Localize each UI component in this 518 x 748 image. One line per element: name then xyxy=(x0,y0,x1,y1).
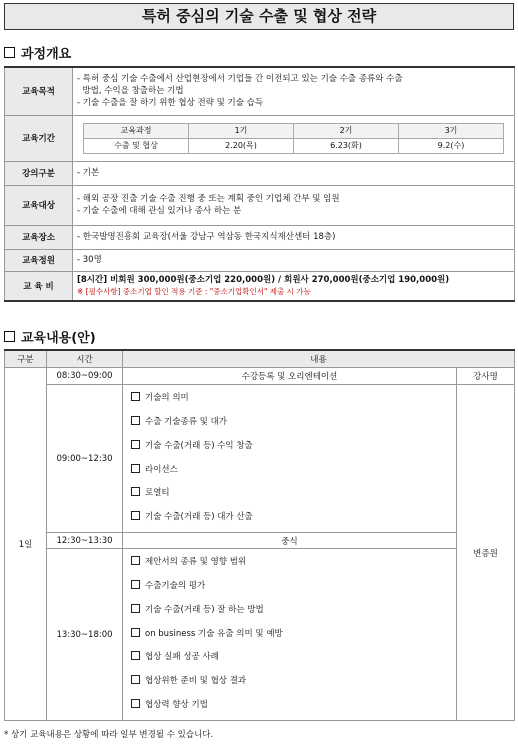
period-date-1: 2.20(목) xyxy=(189,138,294,153)
fee-note: ※ [필수사항] 중소기업 할인 적용 기준 : "중소기업확인서" 제출 시 가능 xyxy=(77,286,311,296)
square-icon xyxy=(4,331,15,342)
type-value: - 기본 xyxy=(73,161,515,185)
content-slot-4 xyxy=(123,549,457,721)
square-icon xyxy=(4,47,15,58)
checkbox-icon xyxy=(131,651,140,660)
list-item: 기술의 의미 xyxy=(127,387,452,411)
list-item: 기술 수출(거래 등) 수익 창출 xyxy=(127,435,452,459)
period-header-1: 1기 xyxy=(189,123,294,138)
period-header-3: 3기 xyxy=(399,123,504,138)
page-title: 특허 중심의 기술 수출 및 협상 전략 xyxy=(4,3,514,30)
period-cell xyxy=(73,115,515,161)
list-item: 제안서의 종류 및 영향 범위 xyxy=(127,551,452,575)
checkbox-icon xyxy=(131,556,140,565)
overview-heading: 과정개요 xyxy=(4,43,71,62)
place-value: - 한국발명진흥회 교육장(서울 강남구 역삼동 한국지식재산센터 18층) xyxy=(73,225,515,249)
checkbox-icon xyxy=(131,392,140,401)
label-target: 교육대상 xyxy=(5,185,73,225)
header-content: 내용 xyxy=(123,350,515,368)
label-place: 교육장소 xyxy=(5,225,73,249)
list-item: 협상위한 준비 및 협상 결과 xyxy=(127,670,452,694)
label-purpose: 교육목적 xyxy=(5,67,73,115)
label-type: 강의구분 xyxy=(5,161,73,185)
checkbox-icon xyxy=(131,699,140,708)
checkbox-icon xyxy=(131,580,140,589)
header-division: 구분 xyxy=(5,350,47,368)
checkbox-icon xyxy=(131,511,140,520)
header-time: 시간 xyxy=(47,350,123,368)
label-capacity: 교육정원 xyxy=(5,249,73,271)
fee-value: [8시간] 비회원 300,000원(중소기업 220,000원) / 회원사 270,000원(중소기업 190,000원) ※ [필수사항] 중소기업 할인 적용 기준 : "중소기업확인서" 제출 시 가능 xyxy=(73,271,515,301)
list-item: 라이선스 xyxy=(127,459,452,483)
instructor-name: 변증원 xyxy=(457,385,515,721)
content-slot-3: 중식 xyxy=(123,533,457,549)
time-slot-3: 12:30~13:30 xyxy=(47,533,123,549)
day-cell: 1일 xyxy=(5,368,47,721)
list-item: 기술 수출(거래 등) 대가 산출 xyxy=(127,506,452,530)
list-item: on business 기술 유출 의미 및 예방 xyxy=(127,623,452,647)
list-item: 수출기술의 평가 xyxy=(127,575,452,599)
target-value: - 해외 공장 진출 기술 수출 진행 중 또는 계획 중인 기업체 간부 및 임원 - 기술 수출에 대해 관심 있거나 종사 하는 분 xyxy=(73,185,515,225)
list-item: 로열티 xyxy=(127,482,452,506)
label-period: 교육기간 xyxy=(5,115,73,161)
period-table xyxy=(83,123,504,154)
checkbox-icon xyxy=(131,604,140,613)
footnote: * 상기 교육내용은 상황에 따라 일부 변경될 수 있습니다. xyxy=(4,730,214,740)
time-slot-4: 13:30~18:00 xyxy=(47,549,123,721)
period-date-3: 9.2(수) xyxy=(399,138,504,153)
capacity-value: - 30명 xyxy=(73,249,515,271)
time-slot-2: 09:00~12:30 xyxy=(47,385,123,533)
checkbox-icon xyxy=(131,416,140,425)
schedule-heading: 교육내용(안) xyxy=(4,327,96,346)
checkbox-icon xyxy=(131,628,140,637)
content-slot-1: 수강등록 및 오리엔테이션 xyxy=(123,368,457,385)
period-header-2: 2기 xyxy=(294,123,399,138)
list-item: 수출 기술종류 및 대가 xyxy=(127,411,452,435)
period-course: 수출 및 협상 xyxy=(84,138,189,153)
checkbox-icon xyxy=(131,675,140,684)
checkbox-icon xyxy=(131,464,140,473)
label-fee: 교 육 비 xyxy=(5,271,73,301)
time-slot-1: 08:30~09:00 xyxy=(47,368,123,385)
list-item: 협상 실패 성공 사례 xyxy=(127,646,452,670)
period-date-2: 6.23(화) xyxy=(294,138,399,153)
checkbox-icon xyxy=(131,487,140,496)
instructor-header: 강사명 xyxy=(457,368,515,385)
purpose-value: - 특허 중심 기술 수출에서 산업현장에서 기업들 간 이전되고 있는 기술 수출 종류와 수출 방법, 수익을 창출하는 기법 - 기술 수출을 잘 하기 위한 협상 전략 및 기술 습득 xyxy=(73,67,515,115)
overview-table xyxy=(4,66,515,302)
checkbox-icon xyxy=(131,440,140,449)
schedule-table xyxy=(4,349,515,721)
list-item: 기술 수출(거래 등) 잘 하는 방법 xyxy=(127,599,452,623)
period-header-course: 교육과정 xyxy=(84,123,189,138)
list-item: 협상력 향상 기법 xyxy=(127,694,452,718)
content-slot-2 xyxy=(123,385,457,533)
